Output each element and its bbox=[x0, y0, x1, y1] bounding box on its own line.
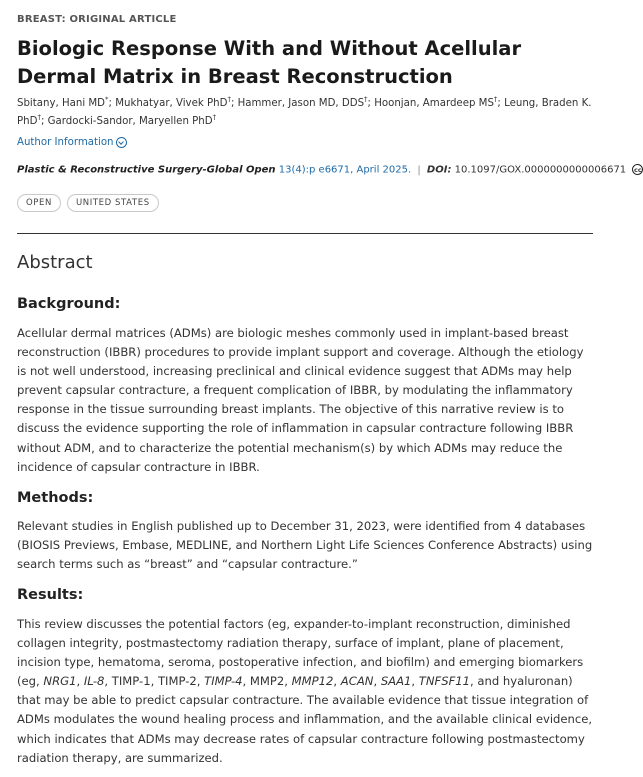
results-text-segment: , bbox=[411, 674, 419, 689]
gene-name: IL-8 bbox=[83, 674, 105, 689]
gene-name: MMP12 bbox=[291, 674, 334, 689]
author-information-toggle[interactable] bbox=[17, 137, 127, 148]
author-information-label: Author Information bbox=[17, 137, 114, 148]
section-divider bbox=[17, 233, 593, 234]
author-4[interactable]: Leung, Braden K. PhD† bbox=[17, 98, 592, 127]
results-text-segment: , bbox=[373, 674, 381, 689]
author-0[interactable]: Sbitany, Hani MD* bbox=[17, 95, 109, 109]
results-text-segment: , TIMP-1, TIMP-2, bbox=[104, 674, 205, 689]
country-badge: UNITED STATES bbox=[67, 194, 159, 212]
cc-icon[interactable]: cc bbox=[634, 166, 642, 174]
results-text-segment: , MMP2, bbox=[242, 674, 292, 689]
gene-name: TIMP-4 bbox=[204, 674, 243, 689]
issue-link[interactable]: 13(4):p e6671, April 2025. bbox=[278, 164, 412, 176]
results-text-segment: This review discusses the potential factors (eg, expander-to-implant reconstruction, diminished collagen integrity, postmastectomy radiation therapy, surface of implant, plane of placement, incision type, hematoma, seroma, postoperative infection, and biofilm) and emerging biomarkers (eg, bbox=[17, 617, 584, 689]
abstract-heading: Abstract bbox=[17, 252, 93, 273]
background-heading: Background: bbox=[17, 296, 121, 312]
open-access-badge: OPEN bbox=[17, 194, 61, 212]
gene-name: ACAN bbox=[340, 674, 374, 689]
chevron-down-icon bbox=[116, 137, 127, 148]
methods-text: Relevant studies in English published up to December 31, 2023, were identified from 4 databases (BIOSIS Previews, Embase, MEDLINE, and Northern Light Life Sciences Conference Abstracts) using search terms such as “breast” and “capsular contracture.” bbox=[17, 519, 593, 572]
results-text-segment: , and hyaluronan) that may be able to predict capsular contracture. The available evidence that tissue integration of ADMs modulates the wound healing process and inflammation, and the available clinical evidence, which indicates that ADMs may decrease rates of capsular contracture following postmastectomy radiation therapy, are summarized. bbox=[17, 674, 593, 765]
citation-separator: | bbox=[417, 164, 421, 176]
article-section-label: BREAST: ORIGINAL ARTICLE bbox=[17, 14, 177, 25]
author-1[interactable]: Mukhatyar, Vivek PhD† bbox=[115, 95, 231, 109]
gene-name: NRG1 bbox=[43, 674, 77, 689]
results-text-segment: , bbox=[333, 674, 341, 689]
article-title: Biologic Response With and Without Acellular Dermal Matrix in Breast Reconstruction bbox=[17, 37, 522, 88]
background-text: Acellular dermal matrices (ADMs) are biologic meshes commonly used in implant-based breast reconstruction (IBBR) procedures to provide implant support and coverage. Although the etiology is not well understood, increasing preclinical and clinical evidence suggest that ADMs may help prevent capsular contracture, a frequent complication of IBBR, by modulating the inflammatory response in the tissue surrounding breast implants. The objective of this narrative review is to discuss the evidence supporting the role of inflammation in capsular contracture following IBBR without ADM, and to characterize the potential mechanism(s) by which ADMs may reduce the incidence of capsular contracture in IBBR. bbox=[17, 326, 584, 474]
doi-label: DOI: bbox=[426, 164, 452, 176]
author-3[interactable]: Hoonjan, Amardeep MS† bbox=[374, 95, 498, 109]
author-list: Sbitany, Hani MD*; Mukhatyar, Vivek PhD†; Hammer, Jason MD, DDS†; Hoonjan, Amardeep MS†; Leung, Braden K. PhD†; Gardocki-Sandor, Maryellen PhD† bbox=[17, 95, 592, 127]
results-heading: Results: bbox=[17, 587, 84, 603]
author-2[interactable]: Hammer, Jason MD, DDS† bbox=[237, 95, 368, 109]
doi-value: 10.1097/GOX.0000000000006671 bbox=[454, 164, 627, 176]
results-text bbox=[17, 615, 595, 768]
gene-name: SAA1 bbox=[380, 674, 412, 689]
methods-heading: Methods: bbox=[17, 490, 94, 506]
results-text-segment: , bbox=[76, 674, 84, 689]
badge-list bbox=[17, 194, 159, 212]
journal-name: Plastic & Reconstructive Surgery-Global Open bbox=[17, 164, 276, 176]
author-5[interactable]: Gardocki-Sandor, Maryellen PhD† bbox=[47, 113, 217, 127]
gene-name: TNFSF11 bbox=[418, 674, 471, 689]
citation-line bbox=[17, 164, 642, 176]
